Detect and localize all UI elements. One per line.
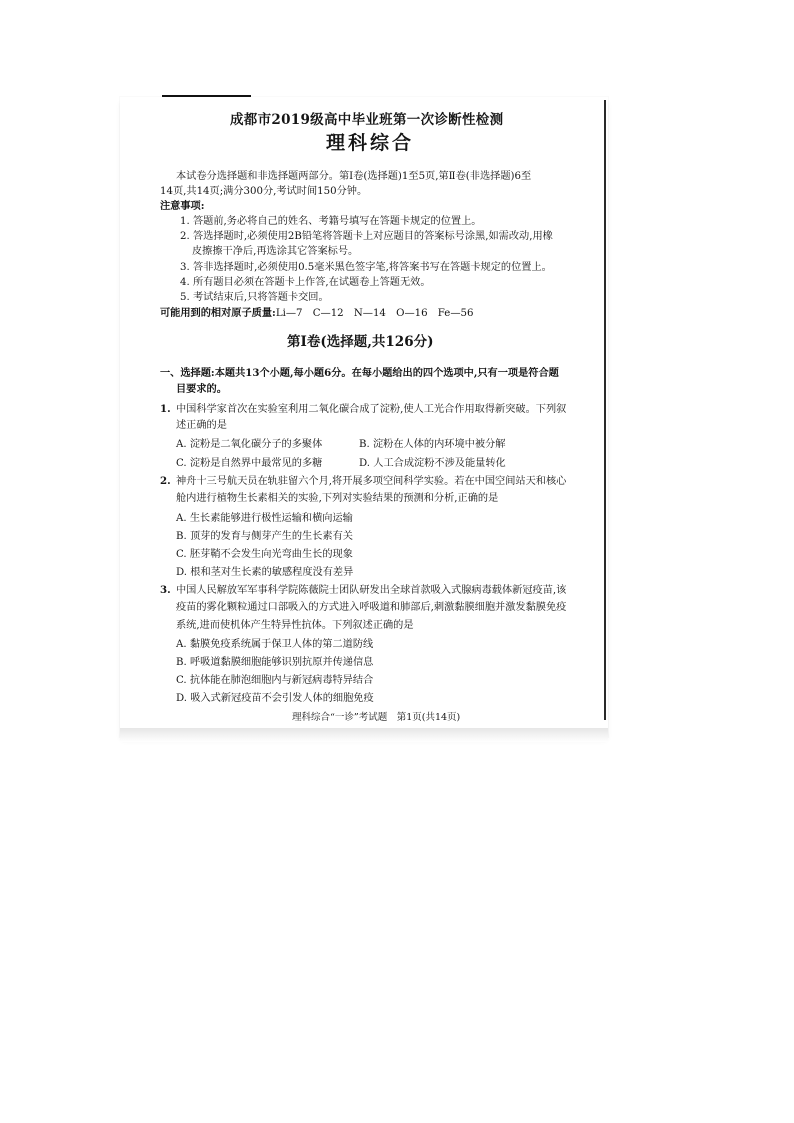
option-a: A. 黏膜免疫系统属于保卫人体的第二道防线 bbox=[176, 639, 374, 650]
option-c: C. 抗体能在肺泡细胞内与新冠病毒特异结合 bbox=[176, 675, 374, 686]
note-item-cont: 皮擦擦干净后,再选涂其它答案标号。 bbox=[192, 246, 359, 257]
intro-line: 14页,共14页;满分300分,考试时间150分钟。 bbox=[160, 186, 368, 197]
note-item: 2. 答选择题时,必须使用2B铅笔将答题卡上对应题目的答案标号涂黑,如需改动,用橡 bbox=[180, 231, 553, 242]
atomic-masses-values: Li—7 C—12 N—14 O—16 Fe—56 bbox=[275, 308, 474, 319]
option-b: B. 顶芽的发育与侧芽产生的生长素有关 bbox=[176, 531, 353, 542]
top-rule bbox=[162, 95, 251, 97]
question-stem: 疫苗的雾化颗粒通过口部吸入的方式进入呼吸道和肺部后,刺激黏膜细胞并激发黏膜免疫 bbox=[176, 602, 567, 613]
exam-title: 成都市2019级高中毕业班第一次诊断性检测 bbox=[230, 112, 504, 128]
question-stem: 中国人民解放军军事科学院陈薇院士团队研发出全球首款吸入式腺病毒载体新冠疫苗,该 bbox=[176, 585, 567, 596]
option-a: A. 生长素能够进行极性运输和横向运输 bbox=[176, 513, 353, 524]
question-stem: 神舟十三号航天员在轨驻留六个月,将开展多项空间科学实验。若在中国空间站天和核心 bbox=[176, 476, 567, 487]
option-d: D. 吸入式新冠疫苗不会引发人体的细胞免疫 bbox=[176, 693, 374, 704]
notes-heading: 注意事项: bbox=[160, 200, 205, 212]
right-margin-rule bbox=[604, 100, 606, 720]
atomic-masses bbox=[160, 307, 473, 320]
subject-title: 理科综合 bbox=[326, 132, 415, 154]
note-item: 4. 所有题目必须在答题卡上作答,在试题卷上答题无效。 bbox=[180, 277, 431, 288]
section-title: 第Ⅰ卷(选择题,共126分) bbox=[287, 334, 434, 350]
section-instruction: 一、选择题:本题共13个小题,每小题6分。在每小题给出的四个选项中,只有一项是符合题 bbox=[160, 367, 559, 379]
option-c: C. 胚芽鞘不会发生向光弯曲生长的现象 bbox=[176, 549, 353, 560]
option-d: D. 人工合成淀粉不涉及能量转化 bbox=[359, 458, 506, 469]
note-item: 3. 答非选择题时,必须使用0.5毫米黑色签字笔,将答案书写在答题卡规定的位置上。 bbox=[180, 262, 552, 273]
page-shadow bbox=[120, 728, 608, 742]
option-b: B. 淀粉在人体的内环境中被分解 bbox=[359, 439, 506, 450]
section-instruction-cont: 目要求的。 bbox=[176, 383, 227, 395]
question-number: 2. bbox=[160, 475, 171, 487]
question-stem: 舱内进行植物生长素相关的实验,下列对实验结果的预测和分析,正确的是 bbox=[176, 493, 499, 504]
intro-line: 本试卷分选择题和非选择题两部分。第Ⅰ卷(选择题)1至5页,第Ⅱ卷(非选择题)6至 bbox=[176, 171, 532, 182]
question-number: 3. bbox=[160, 584, 171, 596]
atomic-masses-label: 可能用到的相对原子质量: bbox=[160, 307, 276, 319]
question-stem: 系统,进而使机体产生特异性抗体。下列叙述正确的是 bbox=[176, 620, 414, 631]
option-c: C. 淀粉是自然界中最常见的多糖 bbox=[176, 458, 323, 469]
note-item: 5. 考试结束后,只将答题卡交回。 bbox=[180, 292, 329, 303]
option-a: A. 淀粉是二氧化碳分子的多聚体 bbox=[176, 439, 323, 450]
note-item: 1. 答题前,务必将自己的姓名、考籍号填写在答题卡规定的位置上。 bbox=[180, 216, 482, 227]
option-d: D. 根和茎对生长素的敏感程度没有差异 bbox=[176, 567, 354, 578]
page-footer: 理科综合“一诊”考试题 第1页(共14页) bbox=[292, 712, 461, 723]
question-stem: 中国科学家首次在实验室利用二氧化碳合成了淀粉,使人工光合作用取得新突破。下列叙 bbox=[176, 404, 567, 415]
question-number: 1. bbox=[160, 403, 171, 415]
question-stem: 述正确的是 bbox=[176, 420, 227, 431]
option-b: B. 呼吸道黏膜细胞能够识别抗原并传递信息 bbox=[176, 657, 374, 668]
